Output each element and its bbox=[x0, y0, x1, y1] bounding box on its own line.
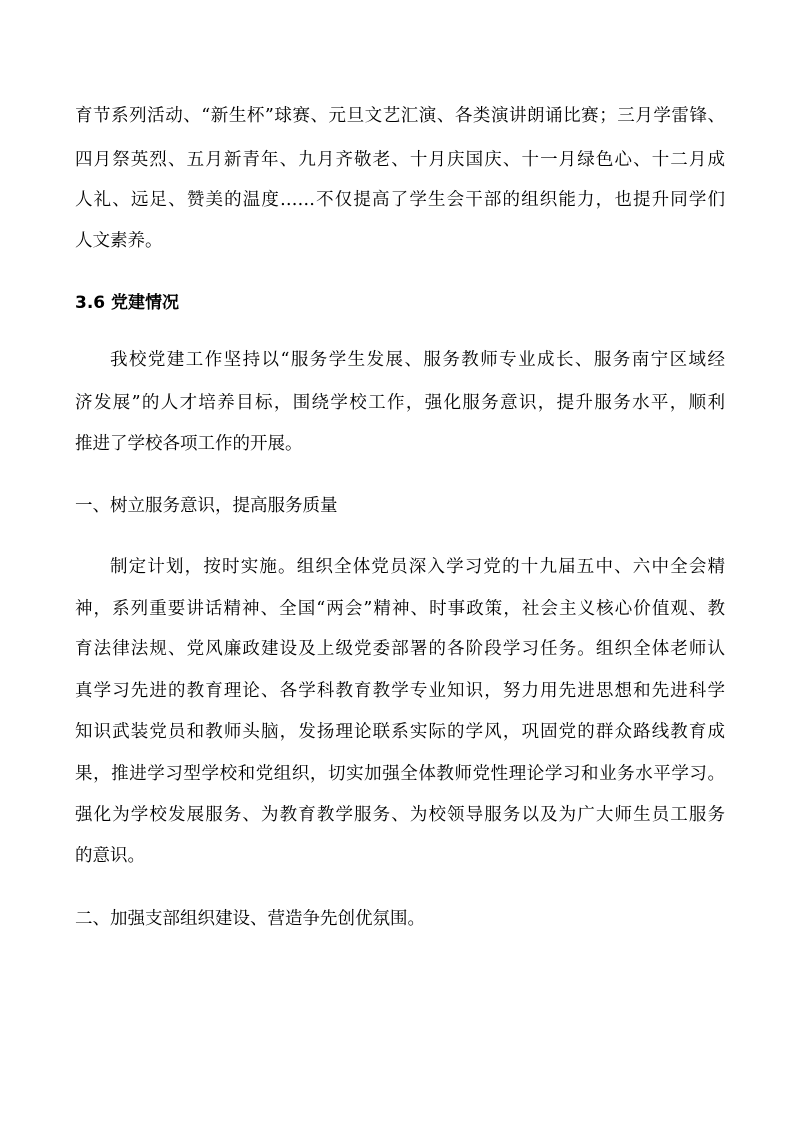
paragraph-line: 人礼、远足、赞美的温度……不仅提高了学生会干部的组织能力，也提升同学们 bbox=[75, 190, 725, 210]
paragraph-line: 真学习先进的教育理论、各学科教育教学专业知识，努力用先进思想和先进科学 bbox=[75, 681, 725, 701]
paragraph-line: 果，推进学习型学校和党组织，切实加强全体教师党性理论学习和业务水平学习。 bbox=[75, 764, 725, 784]
paragraph-line: 济发展”的人才培养目标，围绕学校工作，强化服务意识，提升服务水平，顺利 bbox=[75, 393, 725, 413]
paragraph-line: 强化为学校发展服务、为教育教学服务、为校领导服务以及为广大师生员工服务 bbox=[75, 805, 725, 825]
paragraph-line: 育节系列活动、“新生杯”球赛、元旦文艺汇演、各类演讲朗诵比赛；三月学雷锋、 bbox=[75, 106, 725, 126]
paragraph-line: 人文素养。 bbox=[75, 231, 163, 251]
paragraph-line: 知识武装党员和教师头脑，发扬理论联系实际的学风，巩固党的群众路线教育成 bbox=[75, 722, 725, 742]
paragraph-line: 推进了学校各项工作的开展。 bbox=[75, 434, 303, 454]
paragraph-line: 神，系列重要讲话精神、全国“两会”精神、时事政策，社会主义核心价值观、教 bbox=[75, 599, 725, 619]
subsection-title: 一、树立服务意识，提高服务质量 bbox=[75, 496, 338, 516]
paragraph-line: 制定计划，按时实施。组织全体党员深入学习党的十九届五中、六中全会精 bbox=[110, 557, 725, 577]
paragraph-line: 我校党建工作坚持以“服务学生发展、服务教师专业成长、服务南宁区域经 bbox=[110, 350, 725, 370]
paragraph-line: 四月祭英烈、五月新青年、九月齐敬老、十月庆国庆、十一月绿色心、十二月成 bbox=[75, 150, 725, 170]
subsection-title: 二、加强支部组织建设、营造争先创优氛围。 bbox=[75, 909, 425, 929]
paragraph-line: 的意识。 bbox=[75, 846, 145, 866]
section-heading: 3.6 党建情况 bbox=[75, 293, 180, 313]
paragraph-line: 育法律法规、党风廉政建设及上级党委部署的各阶段学习任务。组织全体老师认 bbox=[75, 639, 725, 659]
